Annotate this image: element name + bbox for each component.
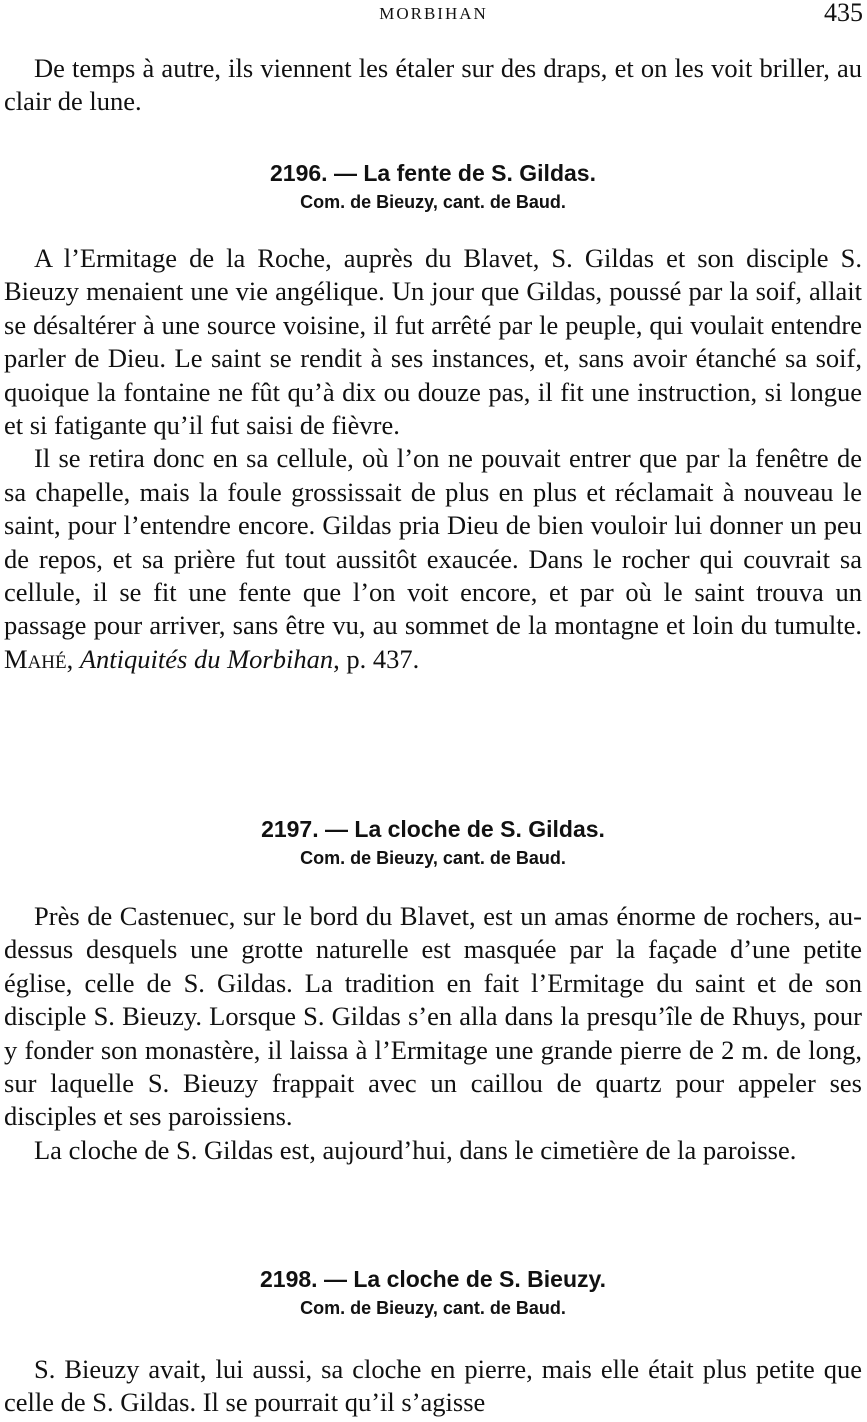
entry-2196 (4, 158, 862, 216)
entry-heading: 2198. — La cloche de S. Bieuzy. (260, 1266, 606, 1292)
entry-2197 (4, 814, 862, 872)
entry-location: Com. de Bieuzy, cant. de Baud. (300, 192, 566, 212)
citation-pages: , p. 437. (333, 643, 420, 674)
opening-block (4, 52, 862, 119)
paragraph (4, 442, 862, 676)
entry-heading: 2197. — La cloche de S. Gildas. (261, 816, 605, 842)
citation-author: Mahé (4, 643, 67, 674)
citation-separator: , (66, 643, 80, 674)
entry-heading: 2196. — La fente de S. Gildas. (270, 160, 596, 186)
paragraph: La cloche de S. Gildas est, aujourd’hui, dans le cimetière de la paroisse. (34, 1134, 797, 1165)
paragraph: A l’Ermitage de la Roche, auprès du Blavet, S. Gildas et son disciple S. Bieuzy menaient une vie angélique. Un jour que Gildas, poussé par la soif, allait se désaltérer à une source voisine, il fut arrêté par le peuple, qui voulait entendre parler de Dieu. Le saint se rendit à ses instances, et, sans avoir étanché sa soif, quoique la fontaine ne fût qu’à dix ou douze pas, il fit une instruction, si longue et si fatigante qu’il fut saisi de fièvre. (4, 243, 862, 441)
page-number: 435 (824, 0, 863, 27)
entry-2197-body (4, 900, 862, 1167)
paragraph: Près de Castenuec, sur le bord du Blavet, est un amas énorme de rochers, au-dessus desquels une grotte naturelle est masquée par la façade d’une petite église, celle de S. Gildas. La tradition en fait l’Ermitage du saint et de son disciple S. Bieuzy. Lorsque S. Gildas s’en alla dans la presqu’île de Rhuys, pour y fonder son monastère, il laissa à l’Ermitage une grande pierre de 2 m. de long, sur laquelle S. Bieuzy frappait avec un caillou de quartz pour appeler ses disciples et ses paroissiens. (4, 901, 862, 1132)
entry-2198 (4, 1264, 862, 1322)
running-title: MORBIHAN (379, 4, 488, 23)
entry-location: Com. de Bieuzy, cant. de Baud. (300, 848, 566, 868)
citation-work: Antiquités du Morbihan (79, 643, 334, 674)
running-head (0, 0, 867, 26)
opening-paragraph: De temps à autre, ils viennent les étaler sur des draps, et on les voit briller, au clair de lune. (4, 53, 862, 117)
entry-location: Com. de Bieuzy, cant. de Baud. (300, 1298, 566, 1318)
entry-2198-body (4, 1353, 862, 1420)
paragraph-text: Il se retira donc en sa cellule, où l’on ne pouvait entrer que par la fenêtre de sa chapelle, mais la foule grossissait de plus en plus et réclamait à nouveau le saint, pour l’entendre encore. Gildas pria Dieu de bien vouloir lui donner un peu de repos, et sa prière fut tout aussitôt exaucée. Dans le rocher qui couvrait sa cellule, il se fit une fente que l’on voit encore, et par où le saint trouva un passage pour arriver, sans être vu, au sommet de la montagne et loin du tumulte. (4, 443, 862, 641)
paragraph: S. Bieuzy avait, lui aussi, sa cloche en pierre, mais elle était plus petite que celle de S. Gildas. Il se pourrait qu’il s’agisse (4, 1354, 862, 1418)
entry-2196-body (4, 242, 862, 676)
